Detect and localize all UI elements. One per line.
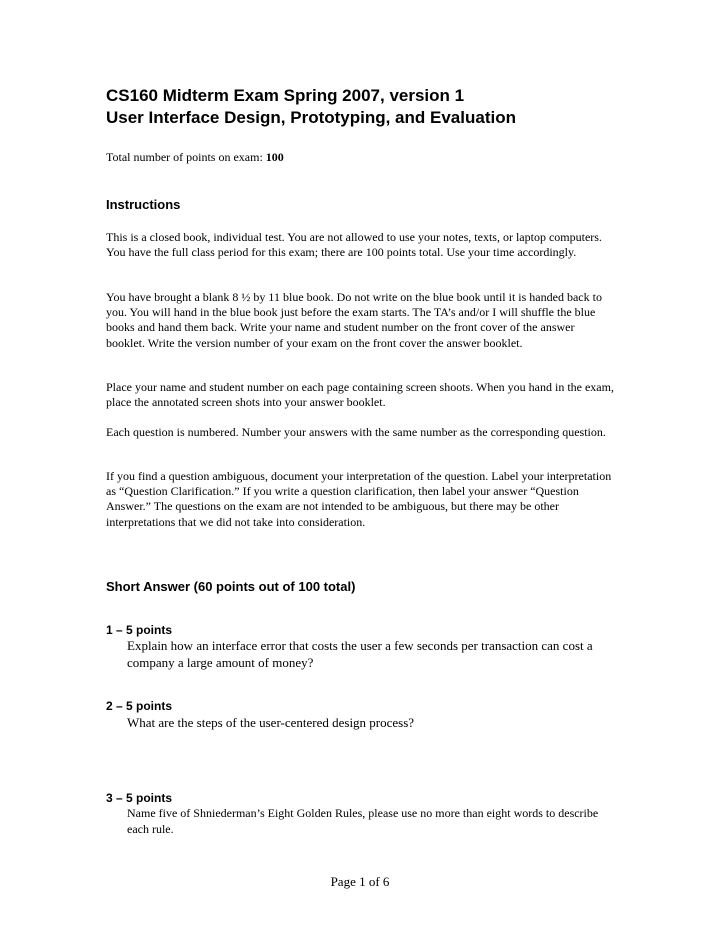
exam-title: CS160 Midterm Exam Spring 2007, version 1 bbox=[106, 86, 465, 105]
instructions-paragraph-2: You have brought a blank 8 ½ by 11 blue book. Do not write on the blue book until it is handed back to you. You will hand in the blue book just before the exam starts. The TA’s and/or I will shuffle the blue books and hand them back. Write your name and student number on the front cover of the answer booklet. Write the version number of your exam on the front cover the answer booklet. bbox=[106, 290, 602, 350]
instructions-paragraph-3: Place your name and student number on each page containing screen shoots. When you hand in the exam, place the annotated screen shots into your answer booklet. bbox=[106, 380, 614, 410]
instructions-paragraph-5: If you find a question ambiguous, document your interpretation of the question. Label your interpretation as “Question Clarification.” If you write a question clarification, then label your answer “Question Answer.” The questions on the exam are not intended to be ambiguous, but there may be other interpretations that we did not take into consideration. bbox=[106, 469, 612, 529]
question-3-text: Name five of Shniederman’s Eight Golden Rules, please use no more than eight words to describe each rule. bbox=[127, 806, 599, 836]
total-points-label: Total number of points on exam: bbox=[106, 150, 266, 164]
question-2-label: 2 – 5 points bbox=[106, 699, 173, 713]
instructions-heading: Instructions bbox=[106, 197, 181, 212]
instructions-paragraph-4: Each question is numbered. Number your answers with the same number as the corresponding question. bbox=[106, 425, 606, 439]
page-number: Page 1 of 6 bbox=[330, 874, 390, 889]
instructions-paragraph-1: This is a closed book, individual test. You are not allowed to use your notes, texts, or laptop computers. You have the full class period for this exam; there are 100 points total. Use your time accordingly. bbox=[106, 230, 602, 260]
short-answer-heading: Short Answer (60 points out of 100 total) bbox=[106, 579, 356, 594]
question-1-text: Explain how an interface error that costs the user a few seconds per transaction can cost a company a large amount of money? bbox=[127, 638, 593, 670]
exam-subtitle: User Interface Design, Prototyping, and Evaluation bbox=[106, 108, 516, 127]
question-1-label: 1 – 5 points bbox=[106, 623, 173, 637]
total-points-value: 100 bbox=[265, 150, 284, 164]
question-2-text: What are the steps of the user-centered design process? bbox=[127, 715, 415, 730]
question-3-label: 3 – 5 points bbox=[106, 791, 173, 805]
total-points-line bbox=[106, 150, 284, 165]
